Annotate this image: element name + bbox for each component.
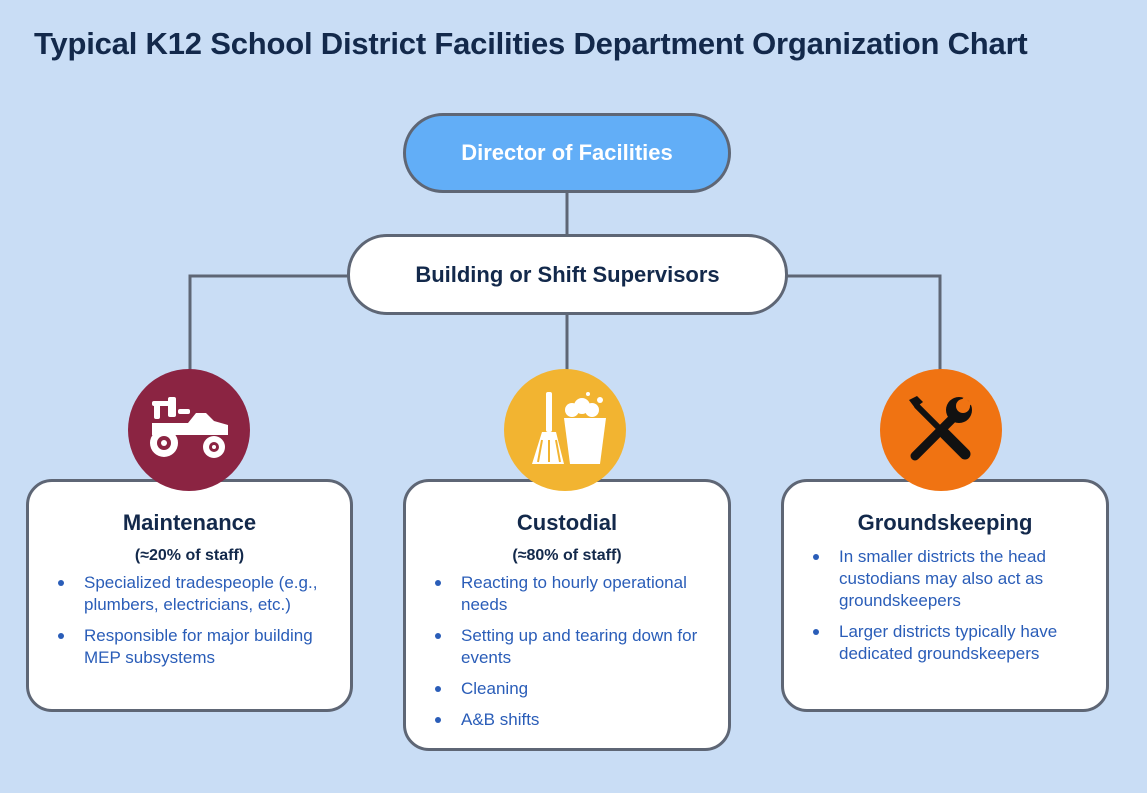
director-node <box>403 113 731 193</box>
groundskeeping-icon-circle <box>880 369 1002 491</box>
wrench-screwdriver-icon <box>901 390 981 470</box>
custodial-share: (≈80% of staff) <box>512 547 622 564</box>
director-label: Director of Facilities <box>461 140 673 165</box>
maintenance-bullets <box>49 572 330 669</box>
groundskeeping-title: Groundskeeping <box>857 510 1033 535</box>
list-item: Setting up and tearing down for events <box>426 625 708 669</box>
maintenance-card <box>26 479 353 712</box>
list-item: In smaller districts the head custodians may also act as groundskeepers <box>804 546 1086 612</box>
broom-bucket-icon <box>520 390 610 470</box>
custodial-bullets <box>426 572 708 731</box>
custodial-icon-circle <box>504 369 626 491</box>
list-item: Specialized tradespeople (e.g., plumbers, electricians, etc.) <box>49 572 330 616</box>
groundskeeping-card <box>781 479 1109 712</box>
page-title: Typical K12 School District Facilities Department Organization Chart <box>34 26 1028 61</box>
list-item: Cleaning <box>426 678 708 700</box>
list-item: Responsible for major building MEP subsystems <box>49 625 330 669</box>
custodial-title: Custodial <box>516 510 618 535</box>
custodial-card <box>403 479 731 751</box>
list-item: Reacting to hourly operational needs <box>426 572 708 616</box>
list-item: A&B shifts <box>426 709 708 731</box>
maintenance-share: (≈20% of staff) <box>134 547 245 564</box>
connector-supervisors-maintenance <box>190 276 349 371</box>
list-item: Larger districts typically have dedicated groundskeepers <box>804 621 1086 665</box>
tractor-icon <box>144 395 234 465</box>
connector-supervisors-groundskeeping <box>786 276 940 371</box>
supervisors-node <box>347 234 788 315</box>
groundskeeping-bullets <box>804 546 1086 665</box>
maintenance-icon-circle <box>128 369 250 491</box>
maintenance-title: Maintenance <box>122 510 257 535</box>
supervisors-label: Building or Shift Supervisors <box>415 261 720 287</box>
